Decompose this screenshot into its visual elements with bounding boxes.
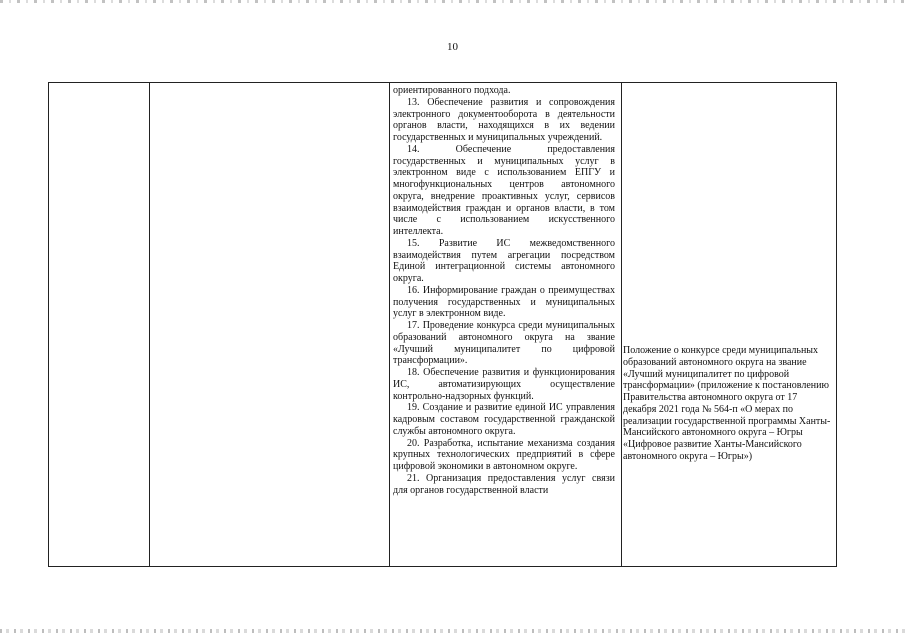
scan-edge-bottom — [0, 629, 905, 633]
measure-continuation: ориентированного подхода. — [393, 85, 511, 96]
measure-item-21: 21. Организация предоставления услуг связи для органов государственной власти — [393, 472, 615, 496]
column-divider-3 — [621, 83, 622, 566]
column-divider-2 — [389, 83, 390, 566]
scan-edge-top — [0, 0, 905, 3]
measure-item-14: 14. Обеспечение предоставления государственных и муниципальных услуг в электронном виде с использованием ЕПГУ и многофункциональных центров автономного округа, внедрение проактивных услуг, сервисов взаимодействия граждан и органов власти, в том числе с использованием искусственного интеллекта. — [393, 143, 615, 237]
measures-cell — [393, 85, 615, 496]
measure-item-20: 20. Разработка, испытание механизма создания крупных технологических предприятий в сфере цифровой экономики в автономном округе. — [393, 437, 615, 472]
basis-document-cell: Положение о конкурсе среди муниципальных образований автономного округа на звание «Лучший муниципалитет по цифровой трансформации» (приложение к постановлению Правительства автономного округа от 17 декабря 2021 года № 564-п «О мерах по реализации государственной программы Ханты-Мансийского автономного округа – Югры «Цифровое развитие Ханты-Мансийского автономного округа – Югры») — [623, 345, 831, 462]
measure-item-13: 13. Обеспечение развития и сопровождения электронного документооборота в деятельности органов власти, находящихся в их ведении государственных и муниципальных учреждений. — [393, 96, 615, 143]
measure-item-19: 19. Создание и развитие единой ИС управления кадровым составом государственной гражданской службы автономного округа. — [393, 402, 615, 437]
measure-item-16: 16. Информирование граждан о преимуществах получения государственных и муниципальных услуг в электронном виде. — [393, 284, 615, 320]
measure-item-18: 18. Обеспечение развития и функционирования ИС, автоматизирующих осуществление контрольно-надзорных функций. — [393, 367, 615, 402]
page-number: 10 — [447, 41, 458, 53]
measure-item-17: 17. Проведение конкурса среди муниципальных образований автономного округа на звание «Лучший муниципалитет по цифровой трансформации». — [393, 320, 615, 367]
measure-item-15: 15. Развитие ИС межведомственного взаимодействия путем агрегации посредством Единой интеграционной системы автономного округа. — [393, 237, 615, 284]
column-divider-1 — [149, 83, 150, 566]
